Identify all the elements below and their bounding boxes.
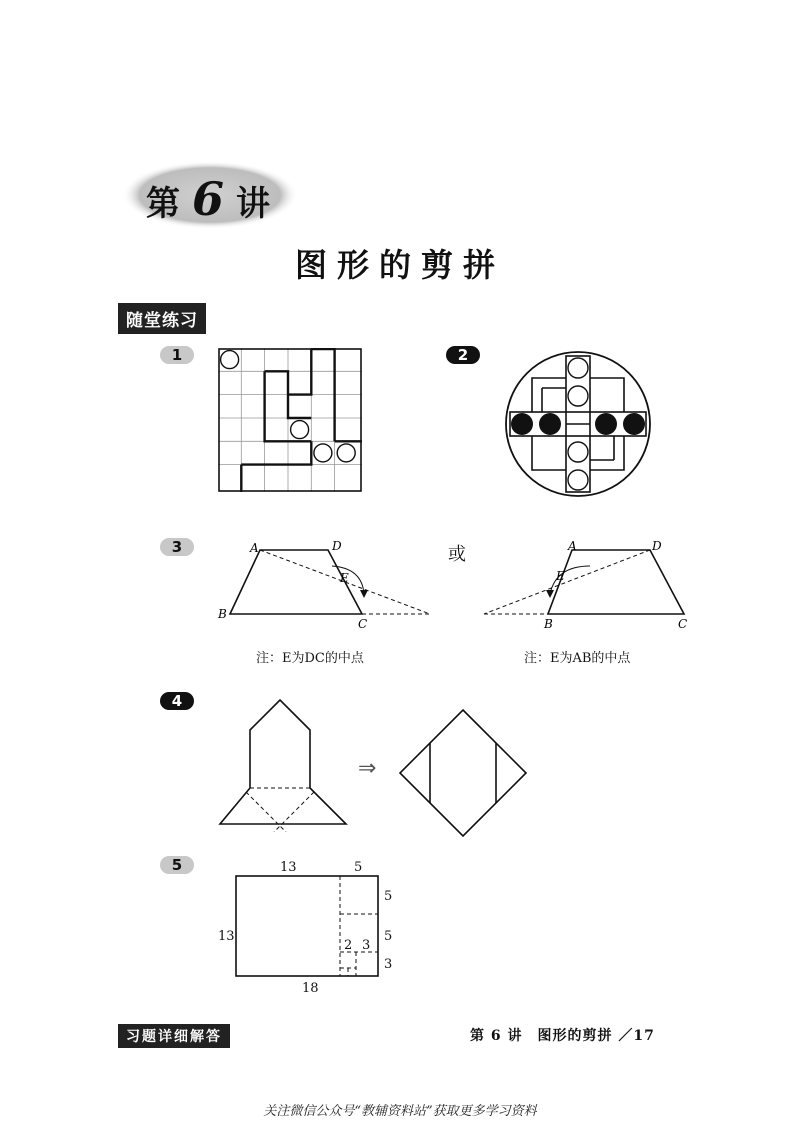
dimension-bottom-18: 18 — [302, 981, 319, 996]
point-label-b: B — [218, 607, 227, 621]
problem-4-house-shape — [216, 692, 350, 832]
footer-running-title: 第 6 讲 图形的剪拼 ／17 — [470, 1028, 655, 1044]
problem-1-grid-figure — [218, 348, 364, 494]
problem-4-number: 4 — [160, 692, 194, 710]
dimension-inner-3: 3 — [362, 938, 371, 953]
dimension-right-3: 3 — [384, 957, 393, 972]
dimension-top-5: 5 — [354, 860, 363, 875]
lecture-digit: 6 — [192, 172, 227, 226]
problem-5-number: 5 — [160, 856, 194, 874]
point-label-e: E — [340, 571, 349, 585]
problem-2-circle-figure — [502, 348, 654, 500]
dimension-right-5-upper: 5 — [384, 889, 393, 904]
problem-3-trapezoid-left — [212, 536, 437, 632]
or-label: 或 — [448, 544, 466, 565]
footer-answers-label: 习题详细解答 — [118, 1024, 230, 1048]
point-label-e-right: E — [556, 569, 565, 583]
dimension-right-5-lower: 5 — [384, 929, 393, 944]
dimension-left-13: 13 — [218, 929, 235, 944]
watermark-text: 关注微信公众号“教辅资料站”获取更多学习资料 — [263, 1104, 537, 1119]
problem-4-diamond-shape — [396, 706, 530, 840]
point-label-d-right: D — [652, 539, 662, 553]
page-title: 图形的剪拼 — [294, 246, 505, 284]
problem-1-number: 1 — [160, 346, 194, 364]
lecture-suffix: 讲 — [236, 184, 273, 224]
section-label: 随堂练习 — [118, 303, 206, 334]
lecture-number — [146, 172, 272, 226]
problem-3-note-right: 注：E为AB的中点 — [524, 651, 631, 666]
dimension-top-13: 13 — [280, 860, 297, 875]
transform-arrow: ⇒ — [358, 756, 377, 781]
problem-3-note-left: 注：E为DC的中点 — [256, 651, 364, 666]
point-label-c: C — [358, 617, 368, 631]
problem-3-trapezoid-right — [480, 536, 695, 632]
problem-3-number: 3 — [160, 538, 194, 556]
point-label-c-right: C — [678, 617, 688, 631]
point-label-a-right: A — [568, 539, 577, 553]
point-label-b-right: B — [544, 617, 553, 631]
lecture-prefix: 第 — [146, 184, 182, 224]
problem-5-rectangle-figure — [212, 856, 402, 996]
point-label-a: A — [250, 541, 259, 555]
point-label-d: D — [332, 539, 342, 553]
problem-2-number: 2 — [446, 346, 480, 364]
dimension-inner-2: 2 — [344, 938, 353, 953]
